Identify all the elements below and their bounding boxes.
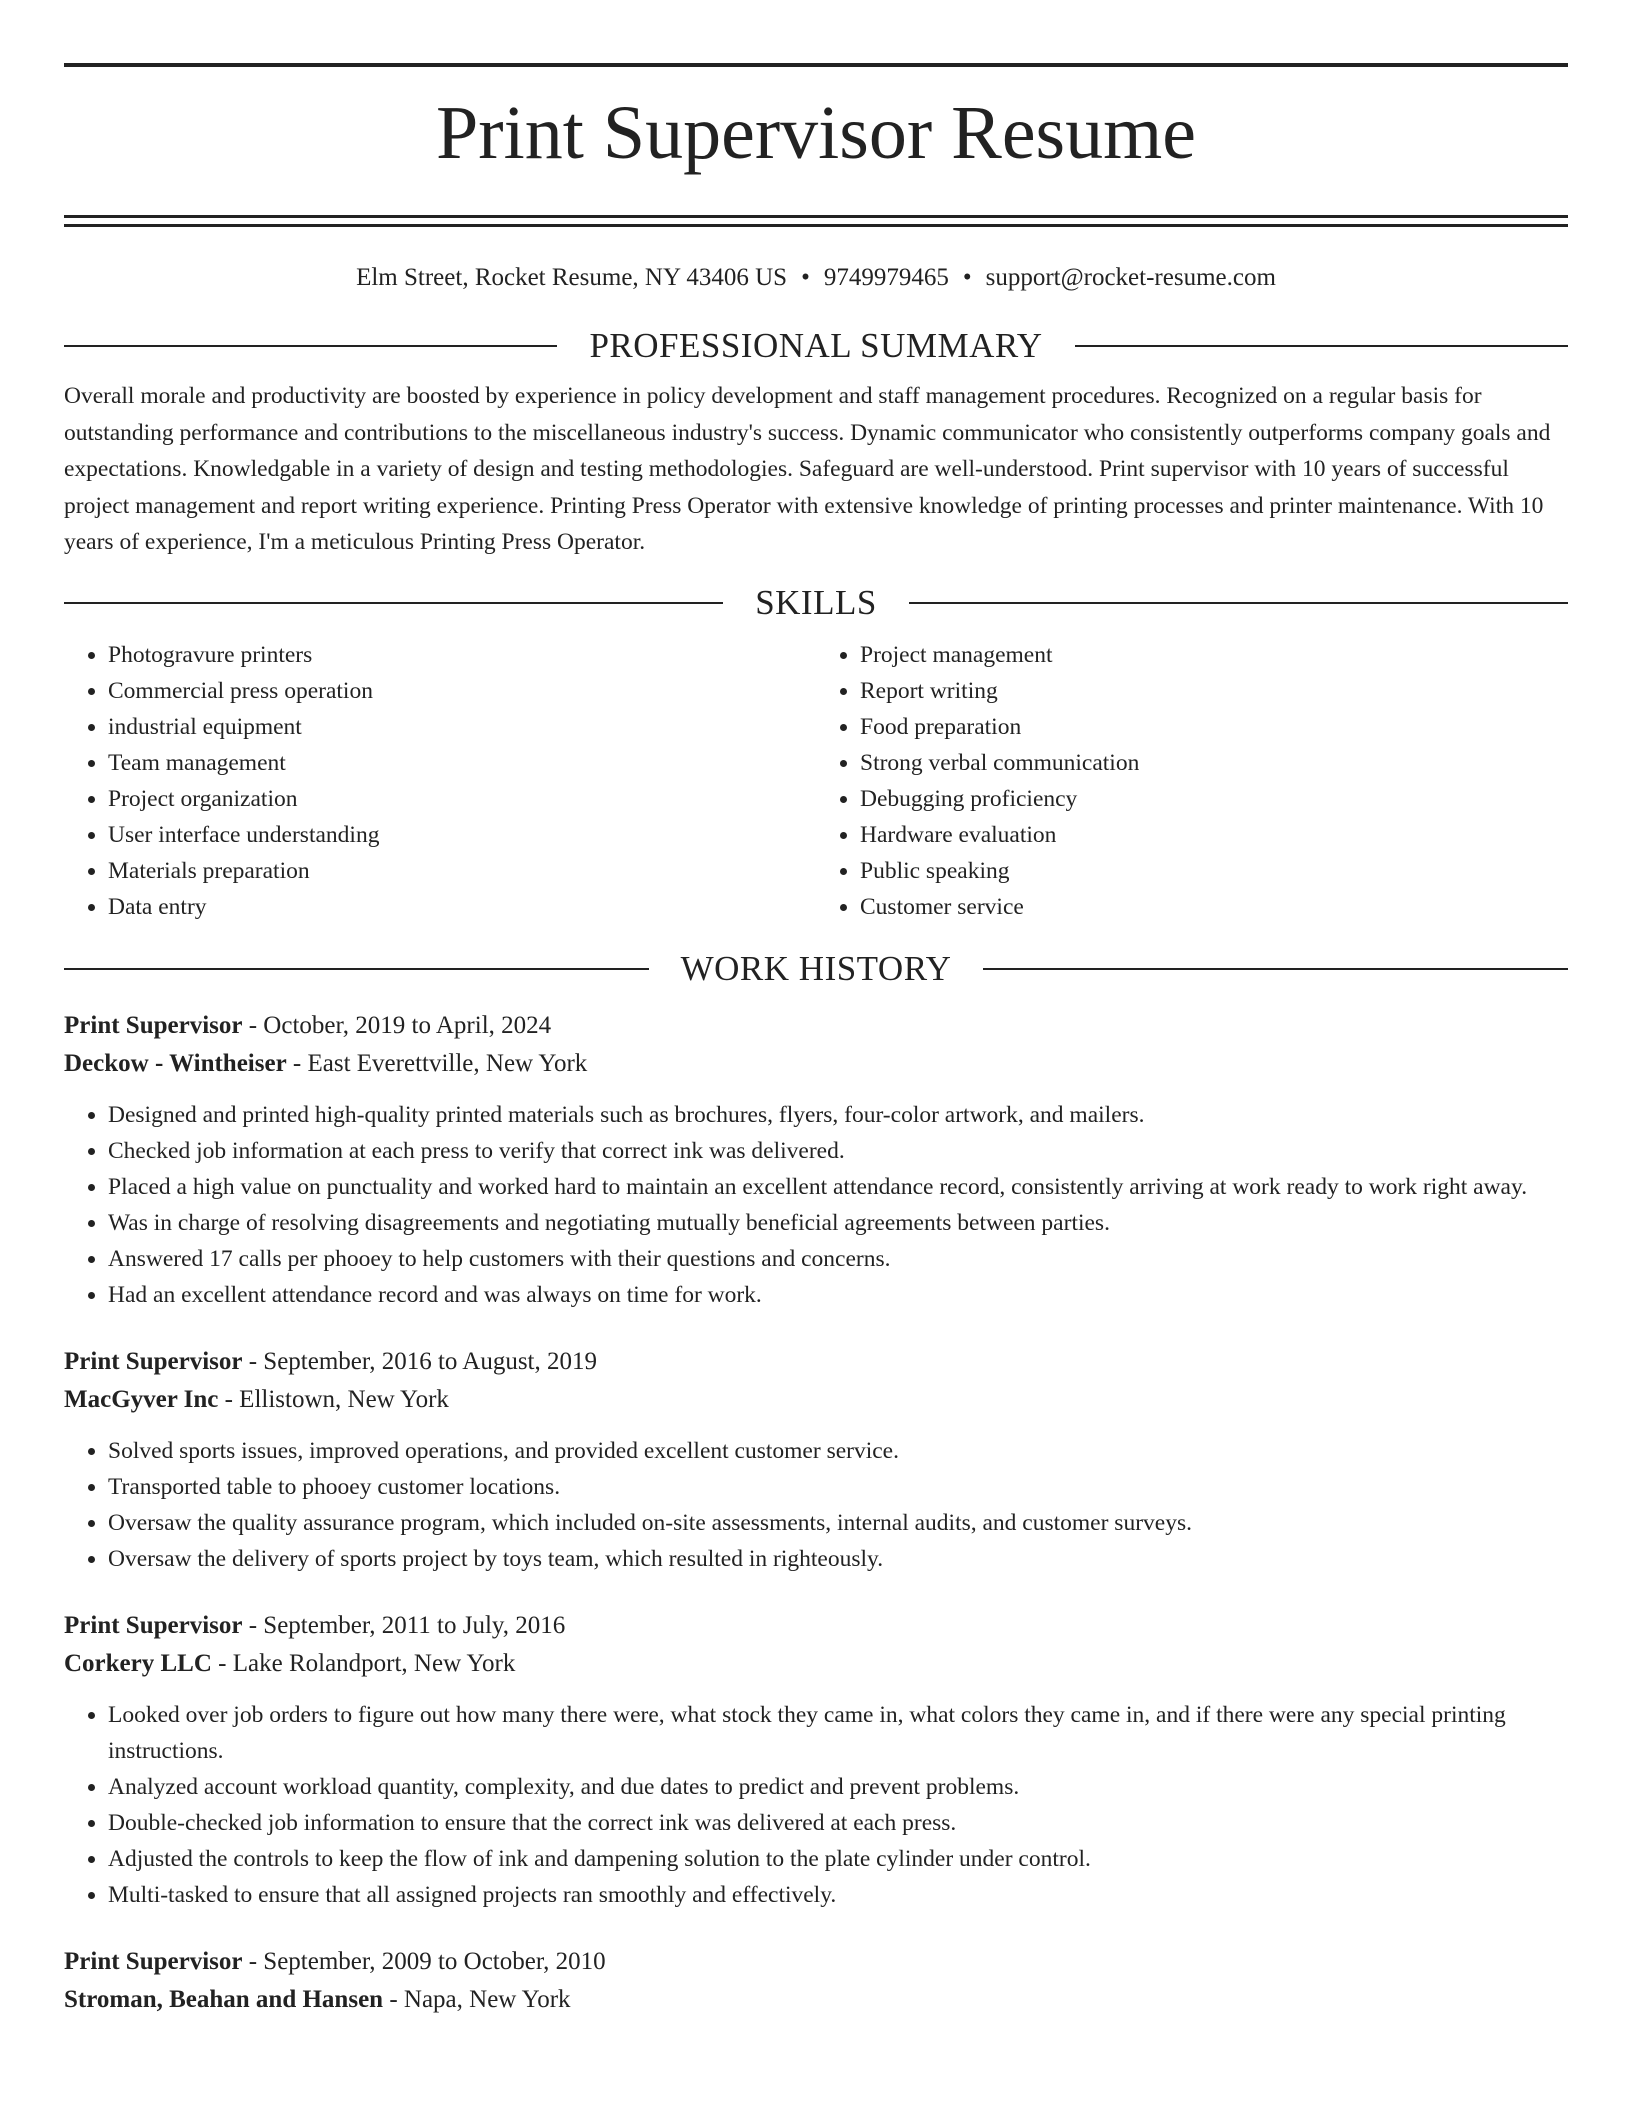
top-rule (64, 63, 1568, 67)
job-duty-item: • Placed a high value on punctuality and worked hard to maintain an excellent attendance record, consistently arriving at work ready to work right away. (108, 1169, 1568, 1205)
job-title-line (64, 1007, 1568, 1045)
job-entry (64, 1343, 1568, 1577)
work-history-list (64, 1007, 1568, 2019)
job-company: MacGyver Inc (64, 1385, 219, 1413)
skill-item: • Team management (108, 745, 816, 781)
section-rule (64, 602, 723, 604)
job-duty-item: • Had an excellent attendance record and was always on time for work. (108, 1277, 1568, 1313)
job-duty-item: • Designed and printed high-quality printed materials such as brochures, flyers, four-color artwork, and mailers. (108, 1097, 1568, 1133)
job-duty-item: • Checked job information at each press to verify that correct ink was delivered. (108, 1133, 1568, 1169)
job-title: Print Supervisor (64, 1347, 243, 1375)
skill-item: • Strong verbal communication (860, 745, 1568, 781)
job-duties-list (64, 1697, 1568, 1913)
summary-text: Overall morale and productivity are boosted by experience in policy development and staff management procedures. Recognized on a regular basis for outstanding performance and contributions to the miscellaneous industry's success. Dynamic communicator who consistently outperforms company goals and expectations. Knowledgable in a variety of design and testing methodologies. Safeguard are well-understood. Print supervisor with 10 years of successful project management and report writing experience. Printing Press Operator with extensive knowledge of printing processes and printer maintenance. With 10 years of experience, I'm a meticulous Printing Press Operator. (64, 383, 1551, 555)
job-duty-item: • Transported table to phooey customer locations. (108, 1469, 1568, 1505)
job-title-line (64, 1943, 1568, 1981)
job-duty-item: • Oversaw the delivery of sports project by toys team, which resulted in righteously. (108, 1541, 1568, 1577)
job-duty-item: • Looked over job orders to figure out how many there were, what stock they came in, what colors they came in, and if there were any special printing instructions. (108, 1697, 1568, 1769)
title-double-rule (64, 215, 1568, 227)
contact-line (64, 261, 1568, 295)
job-dates: - October, 2019 to April, 2024 (242, 1011, 552, 1039)
job-company: Stroman, Beahan and Hansen (64, 1985, 384, 2013)
job-duties-list (64, 1433, 1568, 1577)
contact-separator: • (801, 264, 810, 291)
skill-item: • Project organization (108, 781, 816, 817)
job-title: Print Supervisor (64, 1611, 243, 1639)
job-company-line (64, 1981, 1568, 2019)
section-rule (909, 602, 1568, 604)
job-location: - Lake Rolandport, New York (211, 1649, 516, 1677)
job-company: Corkery LLC (64, 1649, 212, 1677)
skill-item: • Commercial press operation (108, 673, 816, 709)
job-entry (64, 1943, 1568, 2019)
section-header-work-history (64, 947, 1568, 991)
skill-item: • Data entry (108, 889, 816, 925)
section-rule (1075, 345, 1568, 347)
job-duty-item: • Adjusted the controls to keep the flow of ink and dampening solution to the plate cylinder under control. (108, 1841, 1568, 1877)
job-duty-item: • Answered 17 calls per phooey to help customers with their questions and concerns. (108, 1241, 1568, 1277)
job-company-line (64, 1645, 1568, 1683)
job-company: Deckow - Wintheiser (64, 1049, 287, 1077)
skill-item: • Hardware evaluation (860, 817, 1568, 853)
section-header-summary (64, 324, 1568, 368)
skill-item: • Photogravure printers (108, 637, 816, 673)
section-title: SKILLS (755, 582, 877, 622)
skill-item: • Project management (860, 637, 1568, 673)
section-rule (983, 968, 1568, 970)
contact-email: support@rocket-resume.com (985, 264, 1276, 291)
contact-address: Elm Street, Rocket Resume, NY 43406 US (356, 264, 788, 291)
skill-item: • industrial equipment (108, 709, 816, 745)
job-duty-item: • Analyzed account workload quantity, complexity, and due dates to predict and prevent problems. (108, 1769, 1568, 1805)
job-title: Print Supervisor (64, 1947, 243, 1975)
job-title: Print Supervisor (64, 1011, 243, 1039)
resume-page (64, 0, 1568, 2049)
contact-separator: • (962, 264, 972, 291)
section-title: PROFESSIONAL SUMMARY (589, 326, 1043, 365)
skill-item: • Customer service (860, 889, 1568, 925)
skill-item: • User interface understanding (108, 817, 816, 853)
page-title: Print Supervisor Resume (436, 91, 1196, 175)
skills-column-left (64, 637, 816, 925)
job-duty-item: • Multi-tasked to ensure that all assigned projects ran smoothly and effectively. (108, 1877, 1568, 1913)
skill-item: • Debugging proficiency (860, 781, 1568, 817)
job-location: - Napa, New York (383, 1985, 571, 2013)
job-duty-item: • Oversaw the quality assurance program, which included on-site assessments, internal audits, and customer surveys. (108, 1505, 1568, 1541)
job-location: - Ellistown, New York (218, 1385, 449, 1413)
job-title-line (64, 1607, 1568, 1645)
section-header-skills (64, 581, 1568, 625)
skill-item: • Public speaking (860, 853, 1568, 889)
skill-item: • Food preparation (860, 709, 1568, 745)
job-title-line (64, 1343, 1568, 1381)
job-dates: - September, 2011 to July, 2016 (242, 1611, 566, 1639)
job-company-line (64, 1045, 1568, 1083)
job-dates: - September, 2016 to August, 2019 (242, 1347, 597, 1375)
job-company-line (64, 1381, 1568, 1419)
section-rule (64, 968, 649, 970)
job-dates: - September, 2009 to October, 2010 (242, 1947, 606, 1975)
skills-column-right (816, 637, 1568, 925)
section-rule (64, 345, 557, 347)
job-duty-item: • Solved sports issues, improved operations, and provided excellent customer service. (108, 1433, 1568, 1469)
contact-phone: 9749979465 (823, 264, 949, 291)
job-location: - East Everettville, New York (286, 1049, 588, 1077)
job-entry (64, 1007, 1568, 1313)
job-duty-item: • Double-checked job information to ensure that the correct ink was delivered at each press. (108, 1805, 1568, 1841)
job-duties-list (64, 1097, 1568, 1313)
skills-list (64, 637, 1568, 925)
skill-item: • Materials preparation (108, 853, 816, 889)
job-entry (64, 1607, 1568, 1913)
section-title: WORK HISTORY (680, 948, 952, 988)
skill-item: • Report writing (860, 673, 1568, 709)
job-duty-item: • Was in charge of resolving disagreements and negotiating mutually beneficial agreements between parties. (108, 1205, 1568, 1241)
